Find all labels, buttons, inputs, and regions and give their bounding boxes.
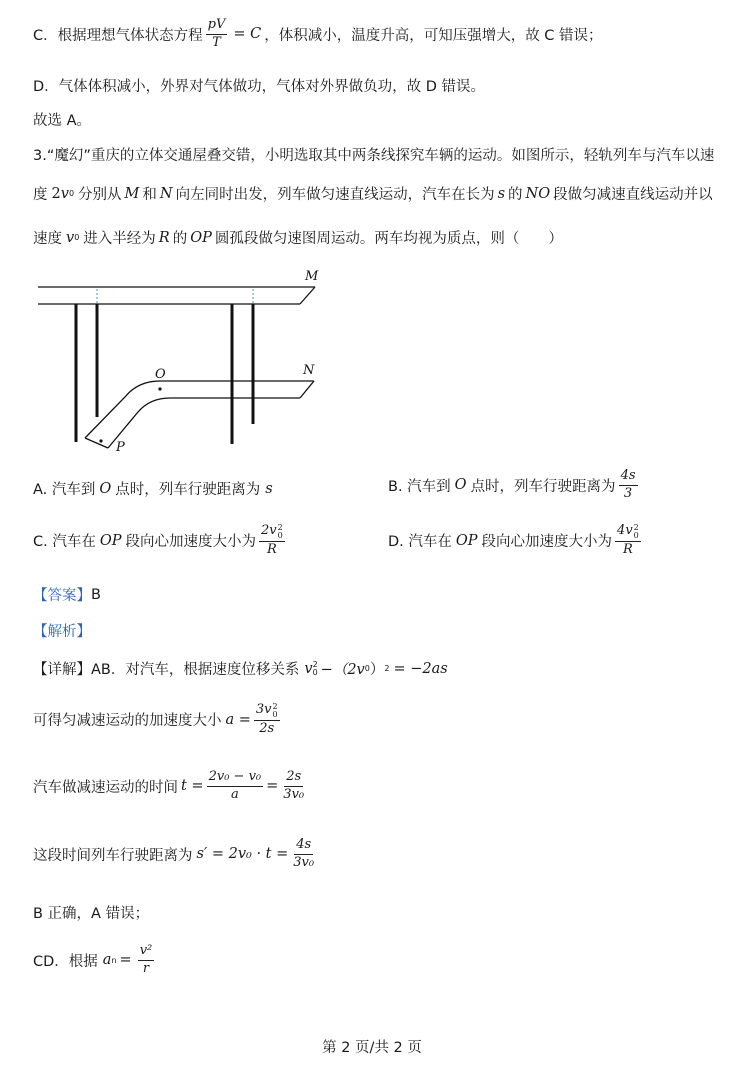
question-line-3: 速度 v 0 进入半经为 R 的 OP 圆孤段做匀速图周运动。两车均视为质点，则（ ）	[33, 229, 563, 247]
point-p	[99, 439, 102, 442]
solution-line-5: B 正确，A 错误；	[33, 906, 150, 922]
option-b-fraction: $\frac{4s}{3}$	[620, 468, 636, 501]
solution-line-2: 可得匀减速运动的加速度大小 a = 3v 2 0 2s	[33, 702, 278, 736]
option-c-fraction: 2v 2 0 R	[261, 523, 283, 557]
solution-line-4: 这段时间列车行驶距离为 s′ = 2v₀ · t = $\frac{4s}{\text{3v₀}}$	[33, 837, 315, 870]
transport-diagram	[30, 262, 330, 462]
centripetal-fraction: $\frac{\text{v²}}{r}$	[139, 943, 153, 976]
analysis-heading: 【解析】	[33, 624, 91, 640]
option-c[interactable]: C. 汽车在 OP 段向心加速度大小为 2v 2 0 R	[33, 523, 283, 557]
time-fraction-2: $\frac{2s}{\text{3v₀}}$	[283, 769, 305, 802]
distance-fraction: $\frac{4s}{\text{3v₀}}$	[293, 837, 315, 870]
solution-line-1: 【详解】 AB．对汽车，根据速度位移关系 v 2 0 −（2v 0 ） 2 = −2as	[33, 659, 448, 678]
time-fraction-1: $\frac{\text{2v₀ − v₀}}{a}$	[208, 769, 262, 802]
label-o: O	[155, 367, 166, 382]
option-a[interactable]: A. 汽车到 O 点时，列车行驶距离为 s	[33, 480, 273, 498]
label-m: M	[305, 269, 319, 284]
option-c-prev: C．根据理想气体状态方程 $\frac{pV}{T}$ = C ，体积减小，温度升高，可知压强增大，故 C 错误；	[33, 17, 603, 50]
option-d-fraction: 4v 2 0 R	[617, 523, 639, 557]
page-footer: 第 2 页/共 2 页	[322, 1040, 422, 1056]
option-d[interactable]: D. 汽车在 OP 段向心加速度大小为 4v 2 0 R	[388, 523, 639, 557]
pv-over-t-fraction: $\frac{pV}{T}$	[207, 17, 226, 50]
label-n: N	[303, 363, 315, 378]
road-n-upper	[85, 381, 314, 438]
point-o	[158, 387, 161, 390]
road-n-lower	[108, 398, 300, 448]
option-d-prev: D．气体体积减小，外界对气体做功，气体对外界做负功，故 D 错误。	[33, 79, 486, 95]
solution-line-6: CD．根据 a n = $\frac{\text{v²}}{r}$	[33, 943, 153, 976]
acceleration-fraction: 3v 2 0 2s	[255, 702, 278, 736]
choose-answer-prev: 故选 A。	[33, 113, 92, 129]
road-p-end	[85, 438, 108, 448]
road-n-end	[300, 381, 314, 398]
answer-line: 【答案】 B	[33, 586, 101, 604]
question-line-1: 3.“魔幻”重庆的立体交通屋叠交错，小明选取其中两条线探究车辆的运动。如图所示，轻轨列车与汽车以速	[33, 148, 715, 164]
question-line-2: 度 2 v 0 分别从 M 和 N 向左同时出发，列车做匀速直线运动，汽车在长为 s 的 NO 段做匀减速直线运动并以	[33, 185, 713, 203]
solution-line-3: 汽车做减速运动的时间 t = $\frac{\text{2v₀ − v₀}}{a}$ = $\frac{2s}{\text{3v₀}}$	[33, 769, 305, 802]
option-b[interactable]: B. 汽车到 O 点时，列车行驶距离为 $\frac{4s}{3}$	[388, 468, 636, 501]
label-p: P	[116, 440, 125, 455]
track-m-end	[300, 287, 315, 304]
